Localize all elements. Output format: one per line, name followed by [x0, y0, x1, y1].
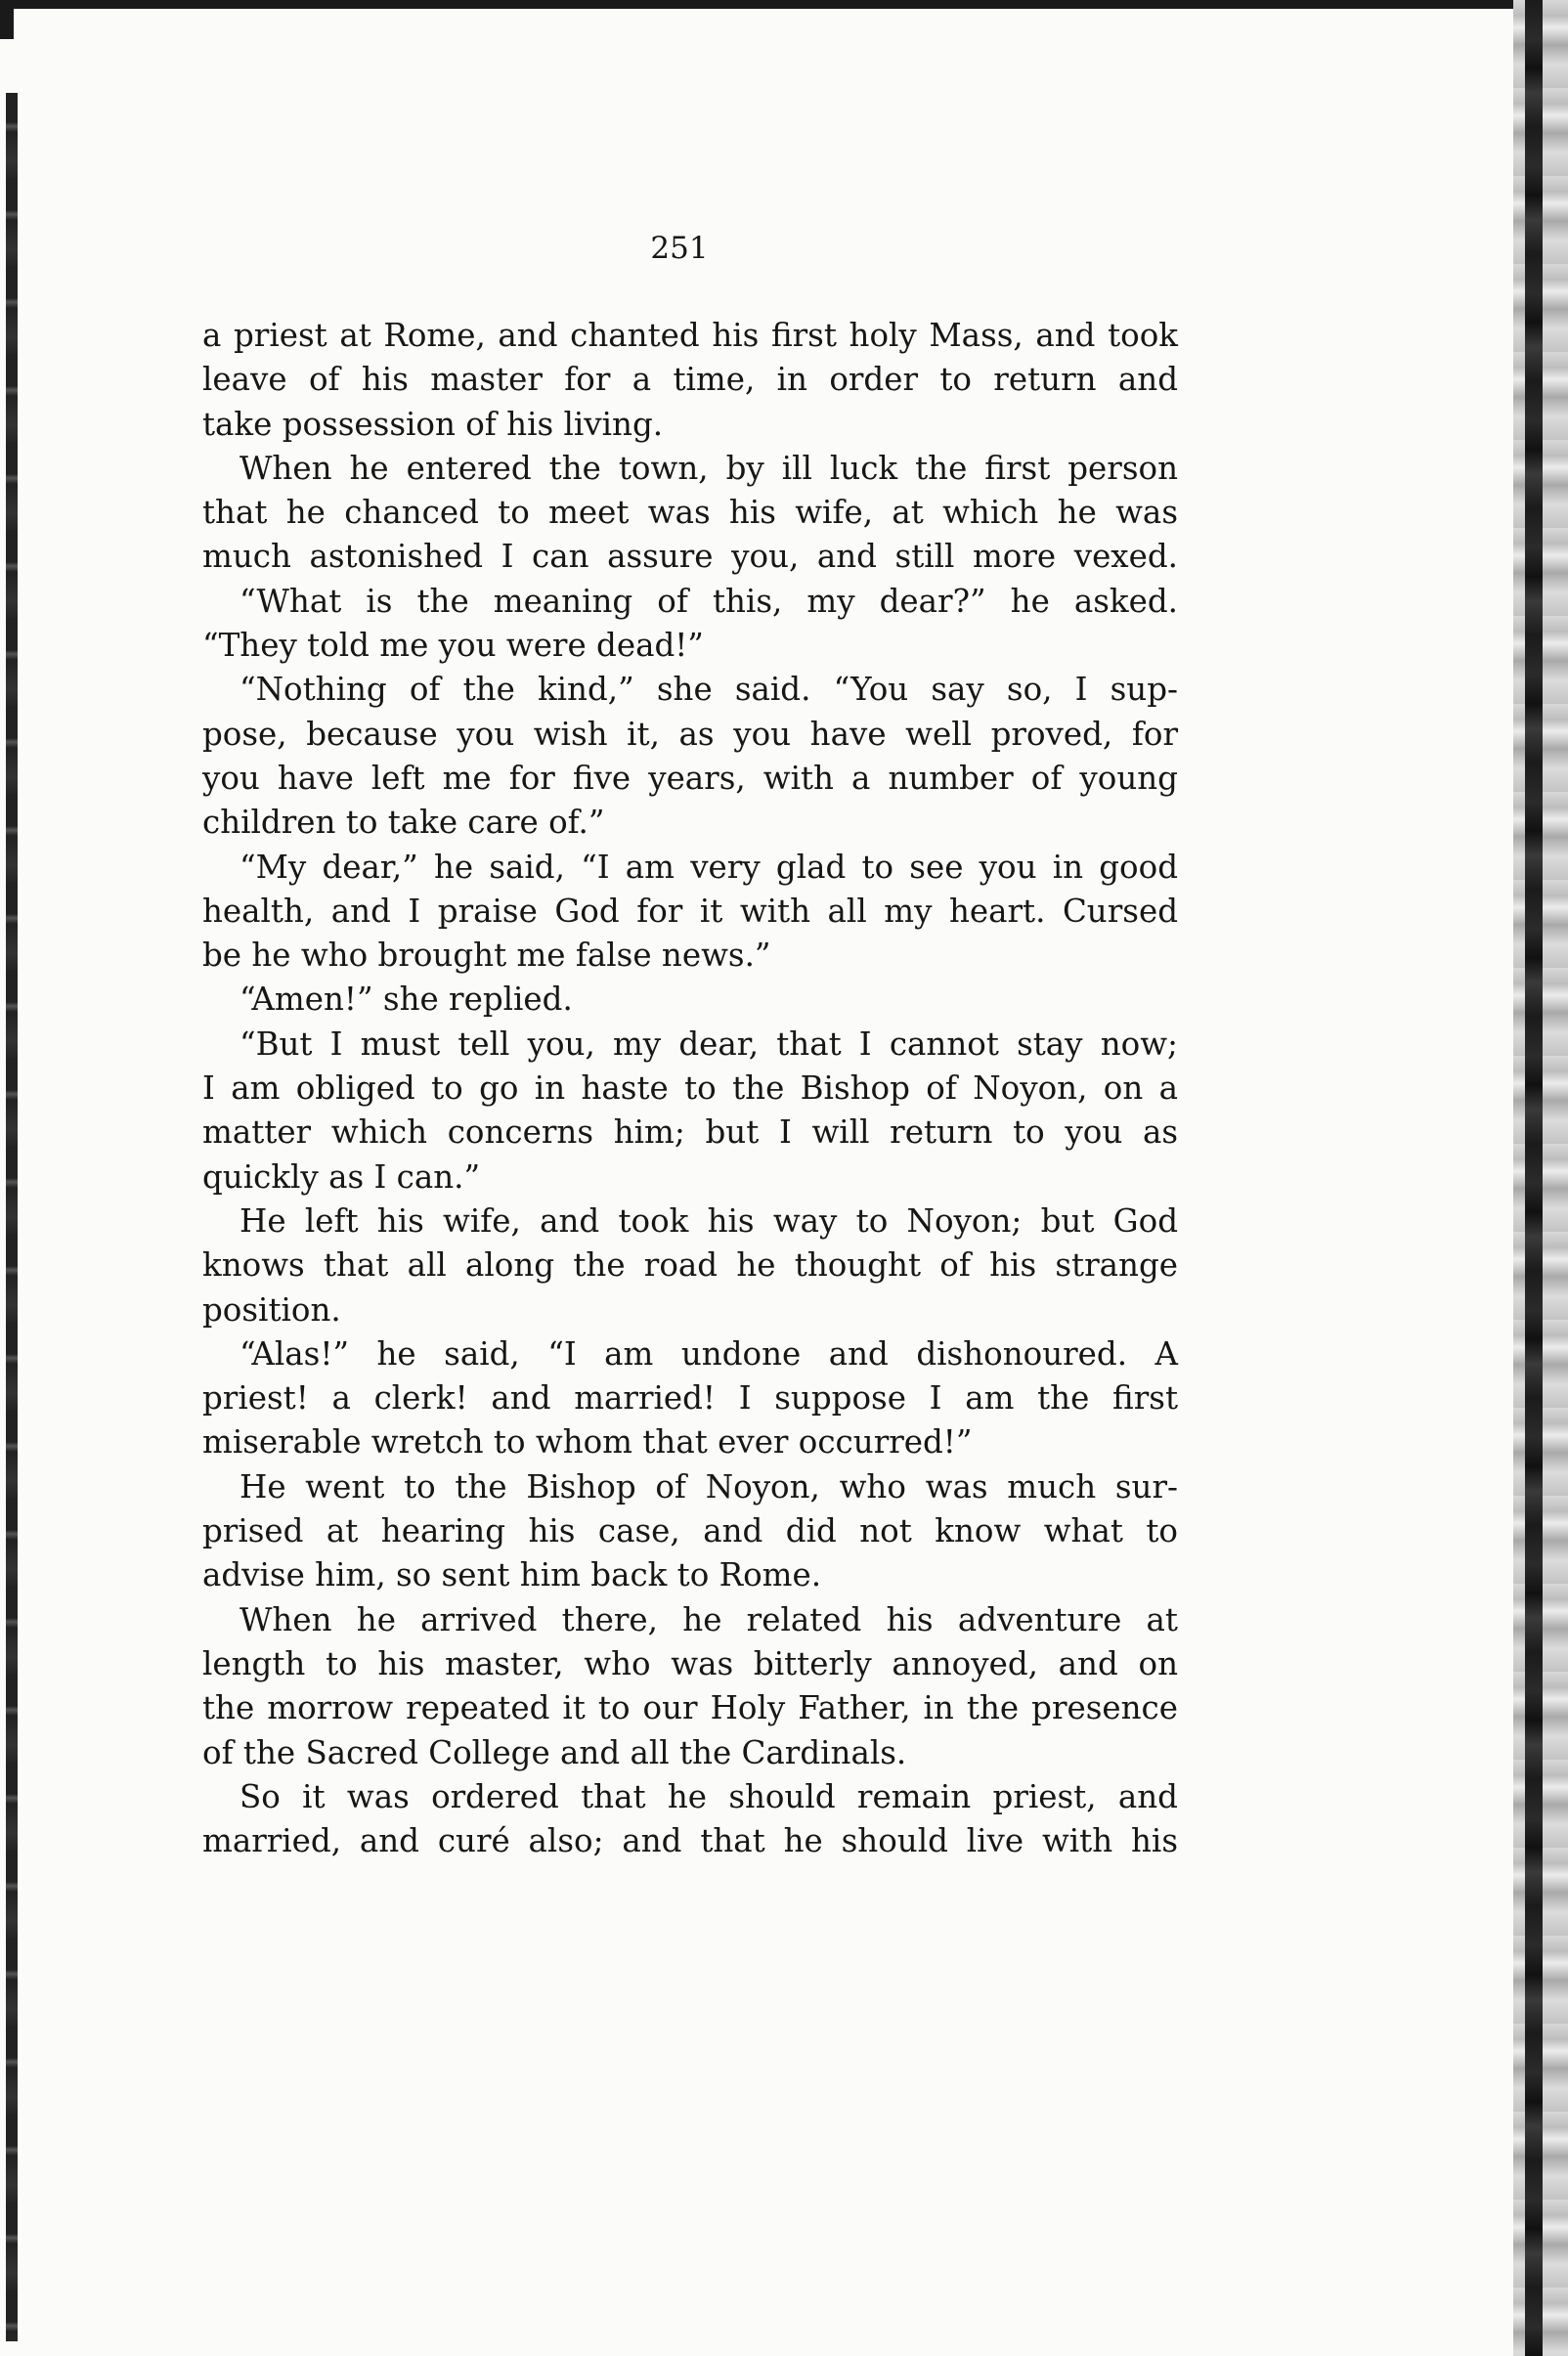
text-line: you have left me for five years, with a number of young — [202, 759, 1178, 797]
text-line: advise him, so sent him back to Rome. — [202, 1556, 822, 1594]
text-line: prised at hearing his case, and did not know what to — [202, 1512, 1178, 1550]
text-line: He left his wife, and took his way to Noyon; but God — [240, 1201, 1178, 1240]
text-line: quickly as I can.” — [202, 1157, 481, 1196]
page-number: 251 — [650, 231, 709, 266]
text-line: be he who brought me false news.” — [202, 937, 771, 975]
text-line: length to his master, who was bitterly annoyed, and on — [202, 1644, 1178, 1682]
text-line: “They told me you were dead!” — [202, 627, 704, 665]
text-line: priest! a clerk! and married! I suppose I am the first — [202, 1379, 1178, 1418]
text-line: So it was ordered that he should remain priest, and — [240, 1777, 1178, 1815]
text-line: matter which concerns him; but I will return to you as — [202, 1113, 1178, 1152]
text-line: When he entered the town, by ill luck the first person — [240, 449, 1178, 487]
scan-edge-left — [6, 93, 18, 2341]
text-line: “Amen!” she replied. — [240, 981, 573, 1019]
text-line: “Alas!” he said, “I am undone and dishonoured. A — [240, 1334, 1178, 1373]
body-text — [202, 314, 1178, 1863]
text-line: “What is the meaning of this, my dear?” he asked. — [240, 582, 1178, 620]
text-line: health, and I praise God for it with all my heart. Cursed — [202, 892, 1178, 930]
text-line: a priest at Rome, and chanted his first holy Mass, and took — [202, 317, 1178, 354]
text-line: married, and curé also; and that he should live with his — [202, 1822, 1178, 1860]
text-line: I am obliged to go in haste to the Bishop of Noyon, on a — [202, 1069, 1178, 1108]
text-line: of the Sacred College and all the Cardinals. — [202, 1733, 907, 1771]
scan-edge-corner — [0, 0, 14, 39]
text-line: that he chanced to meet was his wife, at which he was — [202, 494, 1178, 532]
text-line: much astonished I can assure you, and still more vexed. — [202, 538, 1178, 576]
text-line: pose, because you wish it, as you have well proved, for — [202, 715, 1178, 753]
text-line: “My dear,” he said, “I am very glad to see you in good — [240, 848, 1178, 886]
text-line: “Nothing of the kind,” she said. “You say so, I sup- — [240, 671, 1178, 709]
text-line: When he arrived there, he related his adventure at — [240, 1600, 1178, 1638]
text-line: the morrow repeated it to our Holy Father, in the presence — [202, 1689, 1178, 1727]
scan-edge-top — [0, 0, 1525, 9]
text-line: children to take care of.” — [202, 804, 605, 842]
text-line: “But I must tell you, my dear, that I cannot stay now; — [240, 1025, 1178, 1063]
text-line: He went to the Bishop of Noyon, who was much sur- — [240, 1467, 1178, 1505]
scan-edge-right-shadow — [1525, 0, 1543, 2356]
text-line: knows that all along the road he thought of his strange — [202, 1246, 1178, 1285]
text-line: miserable wretch to whom that ever occurred!” — [202, 1423, 973, 1462]
text-line: leave of his master for a time, in order to return and — [202, 361, 1178, 399]
text-line: position. — [202, 1290, 341, 1329]
text-line: take possession of his living. — [202, 405, 664, 443]
